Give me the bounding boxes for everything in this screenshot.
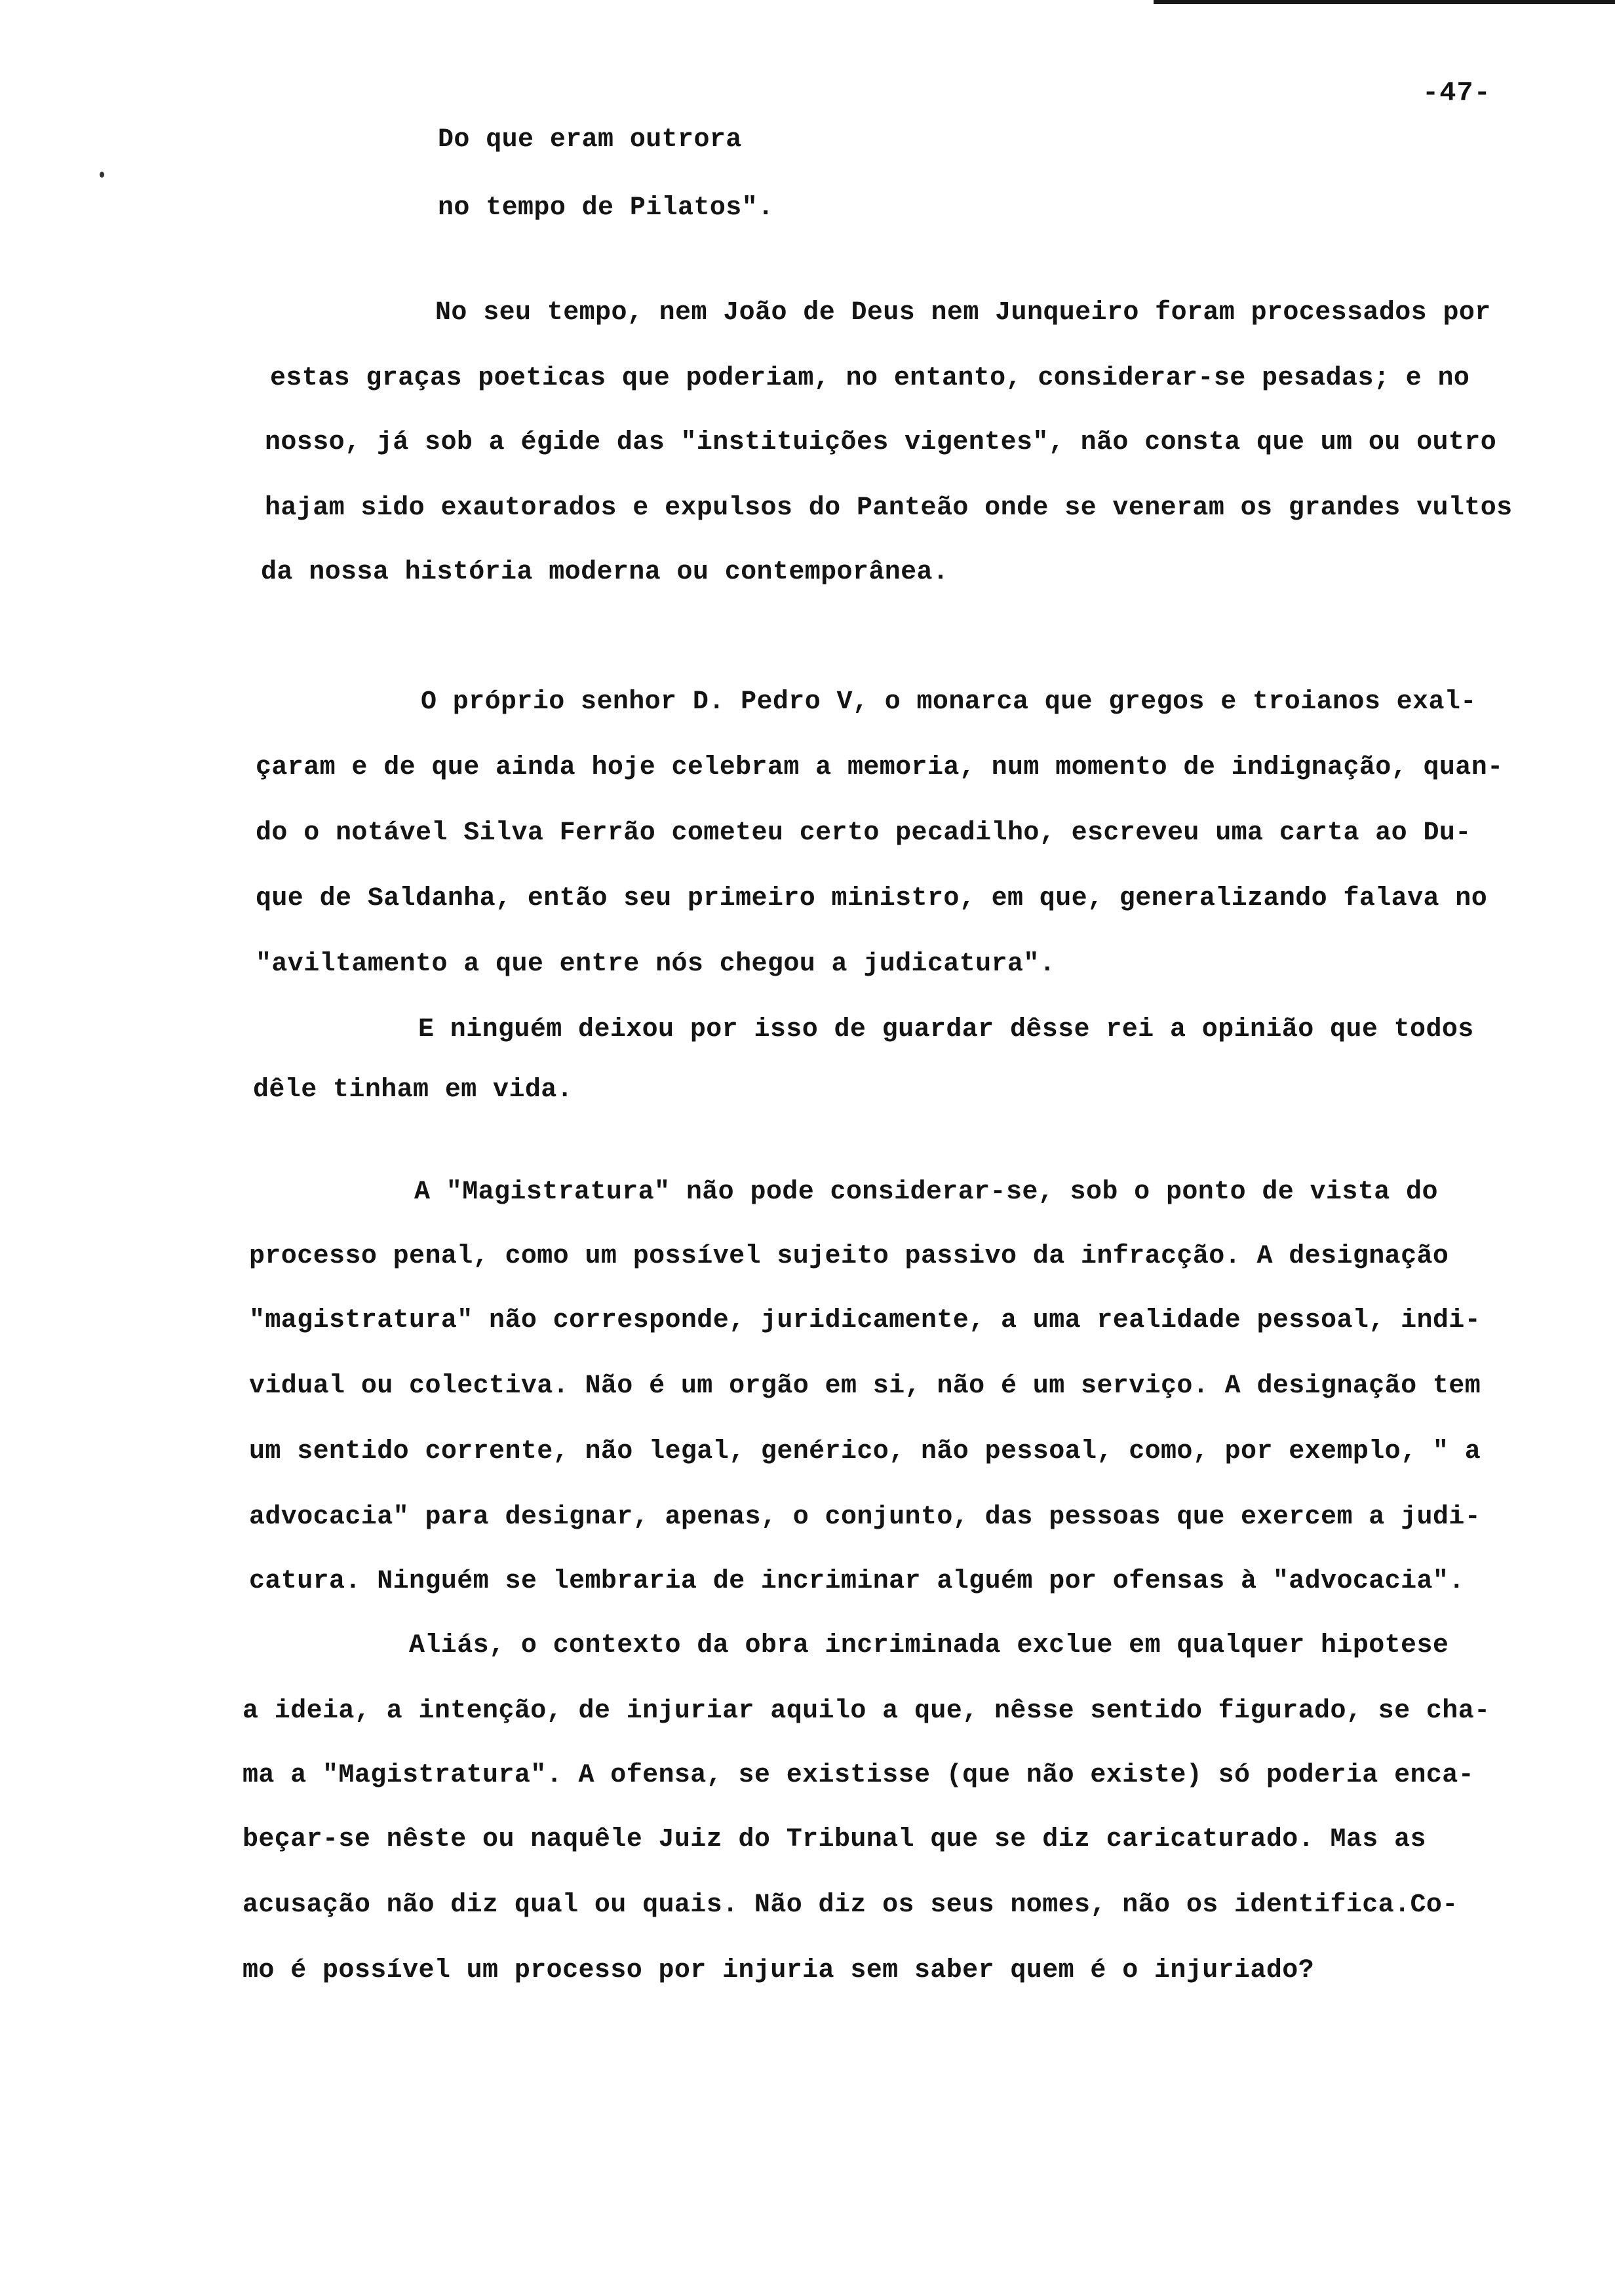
paragraph-1-line: estas graças poeticas que poderiam, no entanto, considerar-se pesadas; e no	[270, 364, 1470, 393]
paragraph-2-line: do o notável Silva Ferrão cometeu certo pecadilho, escreveu uma carta ao Du-	[256, 818, 1471, 848]
paragraph-4-line: um sentido corrente, não legal, genérico, não pessoal, como, por exemplo, " a	[249, 1437, 1481, 1466]
ink-speck	[100, 172, 104, 178]
paragraph-3-line: dêle tinham em vida.	[253, 1075, 574, 1105]
page-number: -47-	[1422, 77, 1491, 109]
paragraph-5-line: acusação não diz qual ou quais. Não diz os seus nomes, não os identifica.Co-	[243, 1890, 1458, 1920]
paragraph-2-line: que de Saldanha, então seu primeiro ministro, em que, generalizando falava no	[256, 884, 1488, 913]
paragraph-2-line: O próprio senhor D. Pedro V, o monarca que gregos e troianos exal-	[421, 687, 1477, 717]
paragraph-5-line: ma a "Magistratura". A ofensa, se existisse (que não existe) só poderia enca-	[243, 1761, 1475, 1790]
paragraph-4-line: "magistratura" não corresponde, juridicamente, a uma realidade pessoal, indi-	[249, 1306, 1481, 1335]
paragraph-2-line: çaram e de que ainda hoje celebram a memoria, num momento de indignação, quan-	[256, 753, 1504, 782]
top-rule	[1154, 0, 1615, 4]
paragraph-5-line: Aliás, o contexto da obra incriminada exclue em qualquer hipotese	[409, 1631, 1449, 1660]
paragraph-1-line: hajam sido exautorados e expulsos do Panteão onde se veneram os grandes vultos	[265, 493, 1513, 523]
paragraph-4-line: A "Magistratura" não pode considerar-se, sob o ponto de vista do	[414, 1177, 1438, 1207]
paragraph-3-line: E ninguém deixou por isso de guardar dêsse rei a opinião que todos	[418, 1015, 1474, 1044]
paragraph-4-line: processo penal, como um possível sujeito passivo da infracção. A designação	[249, 1242, 1449, 1271]
paragraph-4-line: vidual ou colectiva. Não é um orgão em si, não é um serviço. A designação tem	[249, 1371, 1481, 1401]
paragraph-1-line: da nossa história moderna ou contemporânea.	[261, 558, 949, 587]
paragraph-4-line: advocacia" para designar, apenas, o conjunto, das pessoas que exercem a judi-	[249, 1502, 1481, 1532]
quote-line: Do que eram outrora	[438, 125, 742, 155]
paragraph-4-line: catura. Ninguém se lembraria de incriminar alguém por ofensas à "advocacia".	[249, 1567, 1465, 1596]
paragraph-1-line: nosso, já sob a égide das "instituições vigentes", não consta que um ou outro	[265, 428, 1497, 457]
paragraph-5-line: beçar-se nêste ou naquêle Juiz do Tribunal que se diz caricaturado. Mas as	[243, 1825, 1426, 1854]
paragraph-5-line: mo é possível um processo por injuria sem saber quem é o injuriado?	[243, 1956, 1315, 1985]
paragraph-1-line: No seu tempo, nem João de Deus nem Junqueiro foram processados por	[435, 298, 1491, 328]
paragraph-5-line: a ideia, a intenção, de injuriar aquilo a que, nêsse sentido figurado, se cha-	[243, 1696, 1490, 1726]
paragraph-2-line: "aviltamento a que entre nós chegou a judicatura".	[256, 949, 1056, 979]
quote-line: no tempo de Pilatos".	[438, 193, 774, 223]
